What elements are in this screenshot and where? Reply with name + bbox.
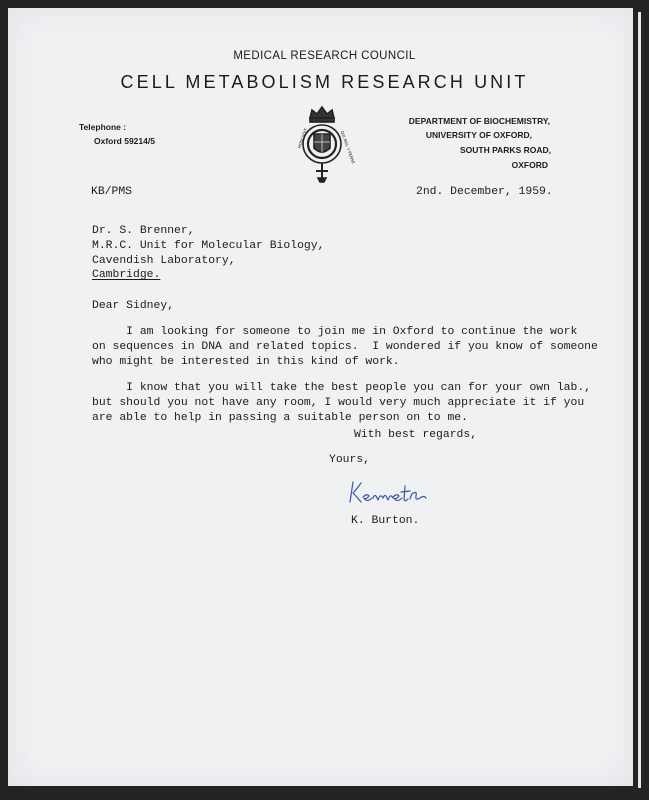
crest-motto-right: QUI MAL Y PENSE: [339, 129, 357, 165]
address-line: DEPARTMENT OF BIOCHEMISTRY,: [408, 116, 550, 126]
handwritten-signature: [347, 478, 429, 508]
unit-name: CELL METABOLISM RESEARCH UNIT: [120, 72, 529, 92]
address-line: UNIVERSITY OF OXFORD,: [425, 130, 532, 140]
letter-date: 2nd. December, 1959.: [416, 186, 553, 198]
recipient-line: M.R.C. Unit for Molecular Biology,: [92, 240, 325, 252]
body-line: but should you not have any room, I would very much appreciate it if you: [92, 397, 585, 409]
salutation: Dear Sidney,: [92, 300, 175, 312]
recipient-line: Cavendish Laboratory,: [92, 255, 236, 267]
body-line: are able to help in passing a suitable person on to me.: [92, 412, 468, 424]
crest-motto-left: HONI SOIT: [296, 127, 309, 149]
royal-crest-icon: [290, 104, 357, 184]
recipient-line: Dr. S. Brenner,: [92, 225, 195, 237]
reference-code: KB/PMS: [91, 186, 133, 198]
telephone-number: Oxford 59214/5: [94, 136, 155, 146]
address-line: SOUTH PARKS ROAD,: [460, 145, 551, 155]
closing-yours: Yours,: [329, 454, 371, 466]
organization-name: MEDICAL RESEARCH COUNCIL: [233, 50, 416, 62]
body-line: I am looking for someone to join me in Oxford to continue the work: [92, 326, 578, 338]
closing-regards: With best regards,: [354, 429, 478, 441]
body-line: I know that you will take the best people you can for your own lab.,: [92, 382, 591, 394]
address-line: OXFORD: [511, 160, 548, 170]
body-line: who might be interested in this kind of work.: [92, 356, 400, 368]
signatory-name: K. Burton.: [351, 515, 420, 527]
page-edge: [638, 12, 641, 788]
body-line: on sequences in DNA and related topics. I wondered if you know of someone: [92, 341, 598, 353]
telephone-label: Telephone :: [79, 122, 127, 132]
recipient-line: Cambridge.: [92, 269, 161, 281]
